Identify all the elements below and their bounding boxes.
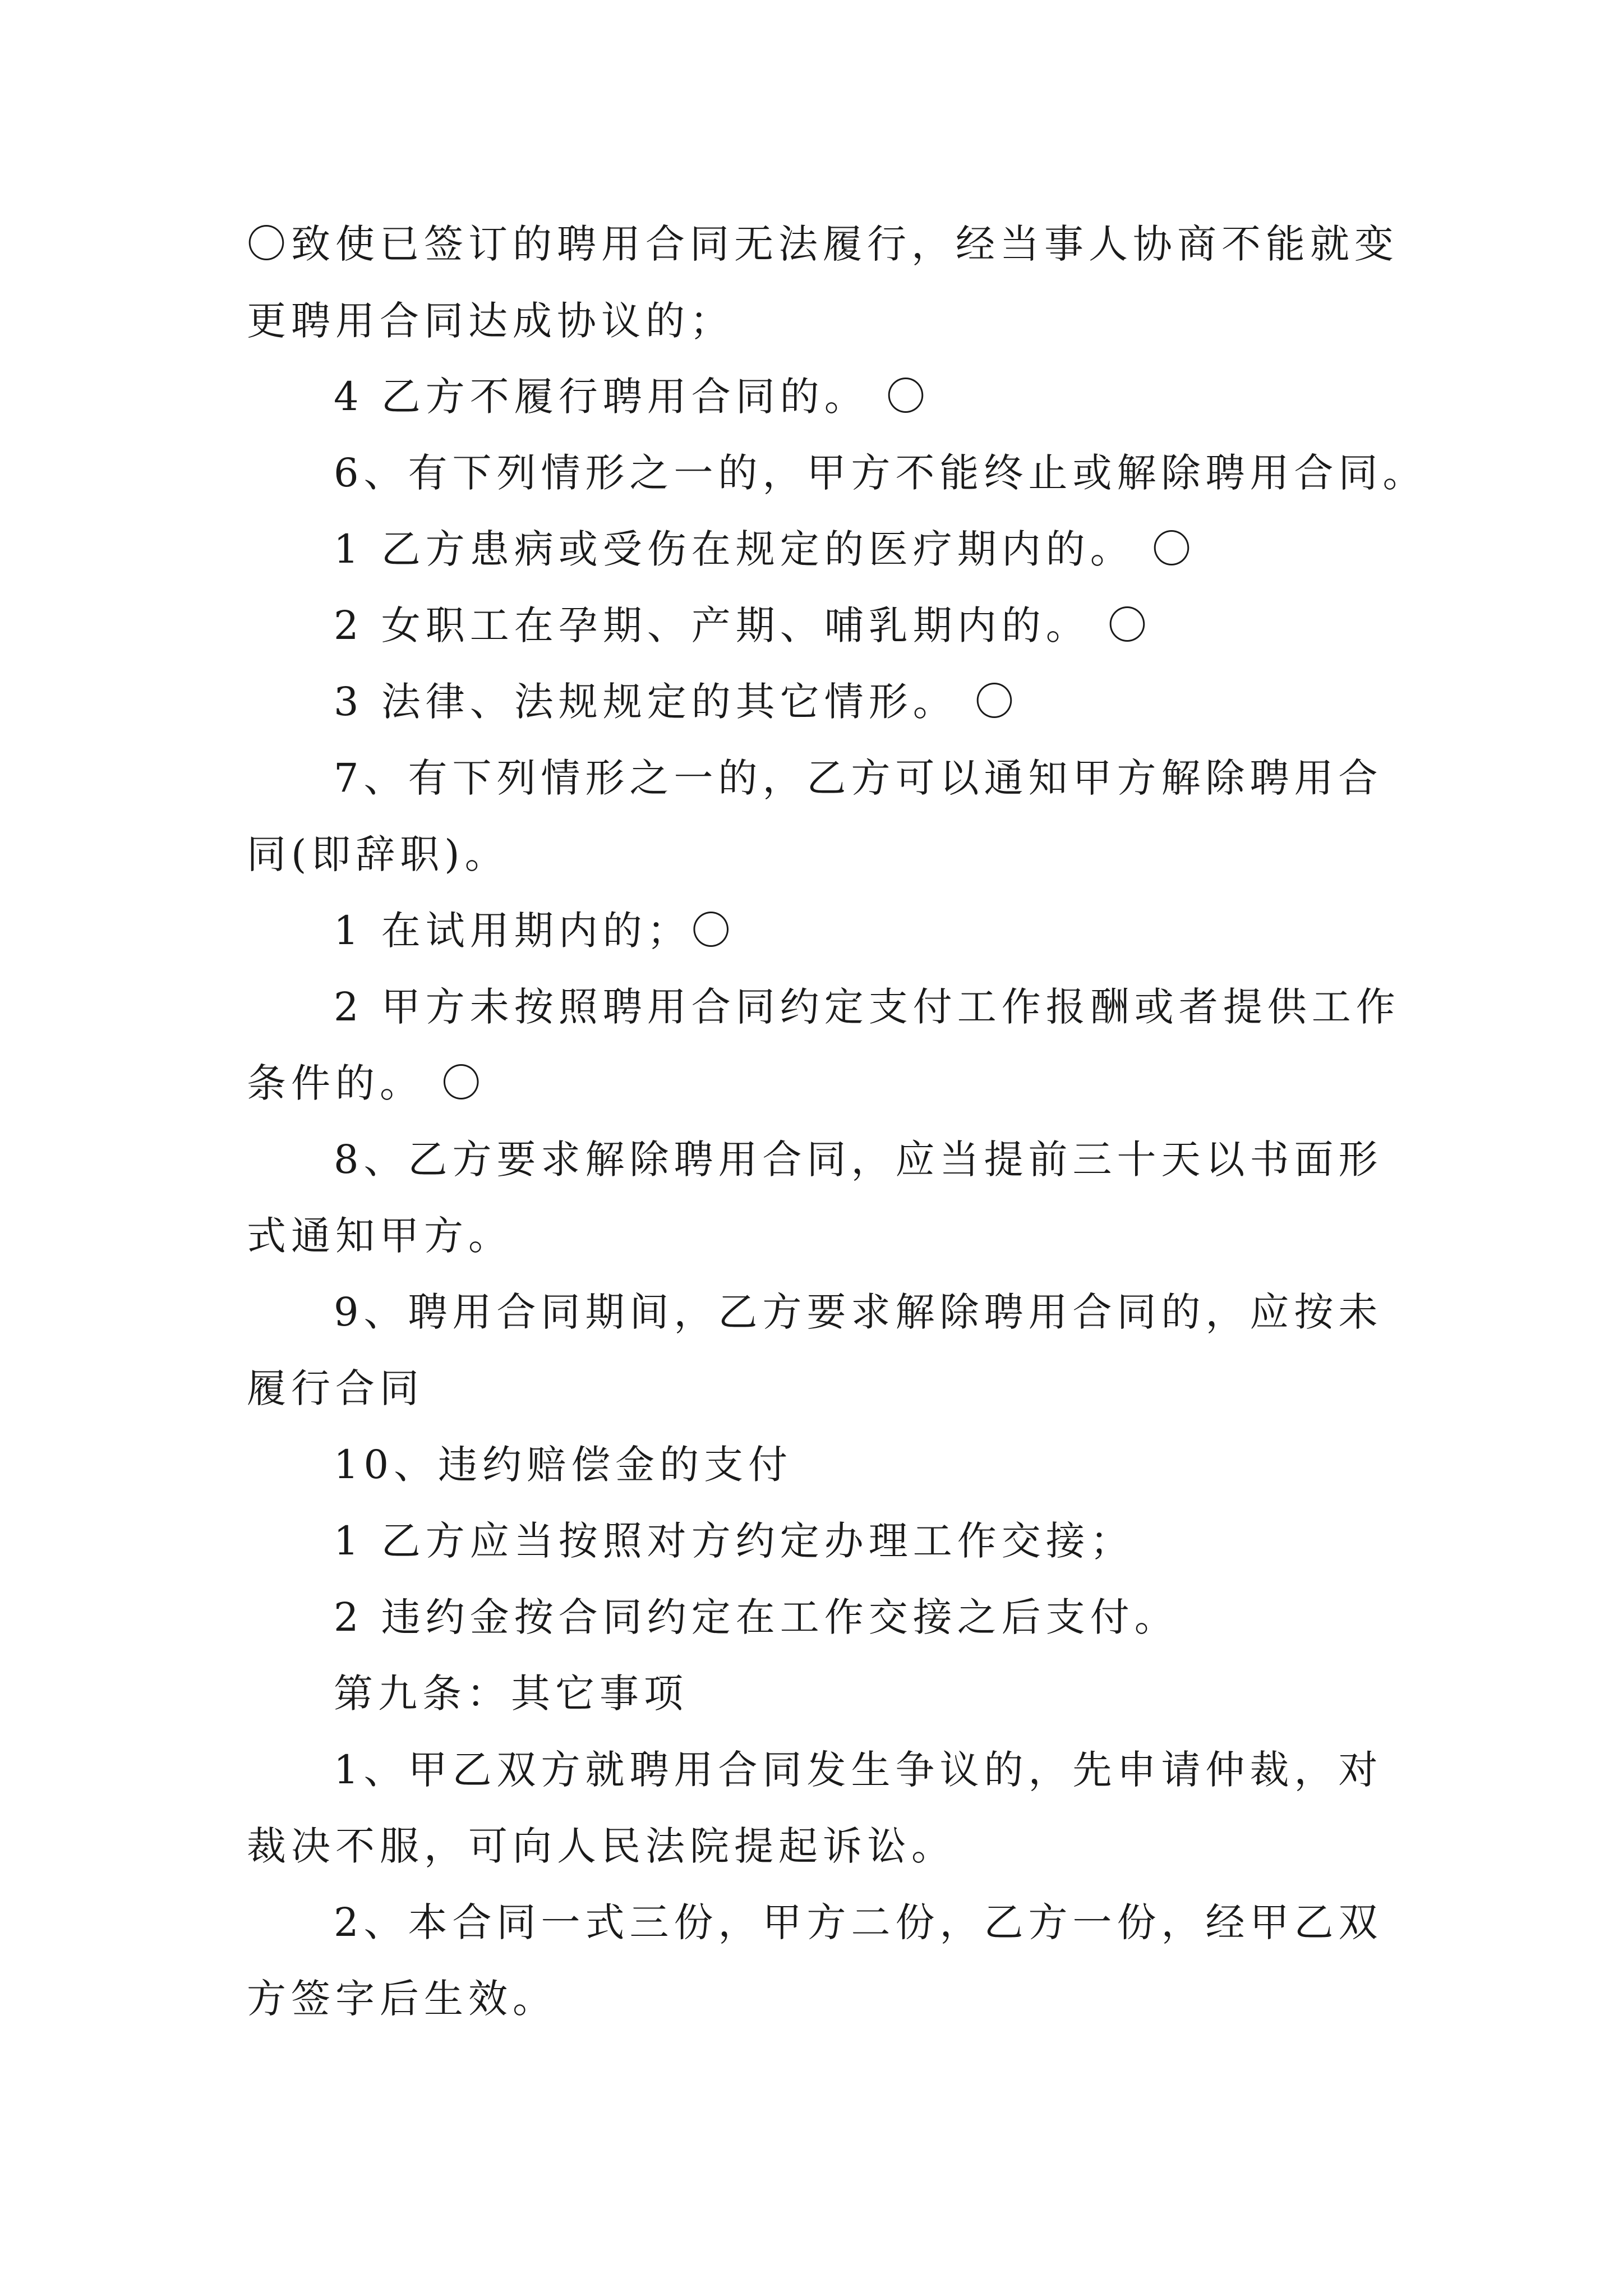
text-line: 式通知甲方。	[247, 1213, 513, 1259]
text-line: 10、违约赔偿金的支付	[334, 1442, 793, 1488]
text-line: 1 乙方应当按照对方约定办理工作交接；	[334, 1518, 1135, 1564]
text-line: 3 法律、法规规定的其它情形。 〇	[334, 679, 1020, 725]
text-line: 7、有下列情形之一的，乙方可以通知甲方解除聘用合	[334, 755, 1383, 801]
text-line: 更聘用合同达成协议的；	[247, 298, 734, 344]
text-line: 裁决不服，可向人民法院提起诉讼。	[247, 1823, 956, 1869]
text-line: 1 乙方患病或受伤在规定的医疗期内的。 〇	[334, 526, 1197, 572]
text-line: 方签字后生效。	[247, 1976, 557, 2022]
text-line: 〇致使已签订的聘用合同无法履行，经当事人协商不能就变	[247, 221, 1399, 267]
text-line: 履行合同	[247, 1365, 424, 1411]
text-line: 条件的。 〇	[247, 1060, 486, 1106]
text-line: 9、聘用合同期间，乙方要求解除聘用合同的，应按未	[334, 1289, 1383, 1335]
text-line: 2 违约金按合同约定在工作交接之后支付。	[334, 1594, 1179, 1640]
text-line: 1 在试用期内的；〇	[334, 908, 736, 954]
text-line: 6、有下列情形之一的，甲方不能终止或解除聘用合同。	[334, 450, 1427, 496]
text-line: 2 甲方未按照聘用合同约定支付工作报酬或者提供工作	[334, 984, 1400, 1030]
text-line: 1、甲乙双方就聘用合同发生争议的，先申请仲裁，对	[334, 1747, 1383, 1793]
text-line: 同(即辞职)。	[247, 831, 509, 877]
text-line: 第九条：其它事项	[334, 1671, 688, 1717]
text-line: 2 女职工在孕期、产期、哺乳期内的。 〇	[334, 602, 1152, 648]
text-line: 8、乙方要求解除聘用合同，应当提前三十天以书面形	[334, 1137, 1383, 1182]
text-line: 2、本合同一式三份，甲方二份，乙方一份，经甲乙双	[334, 1899, 1383, 1945]
text-line: 4 乙方不履行聘用合同的。 〇	[334, 374, 931, 420]
